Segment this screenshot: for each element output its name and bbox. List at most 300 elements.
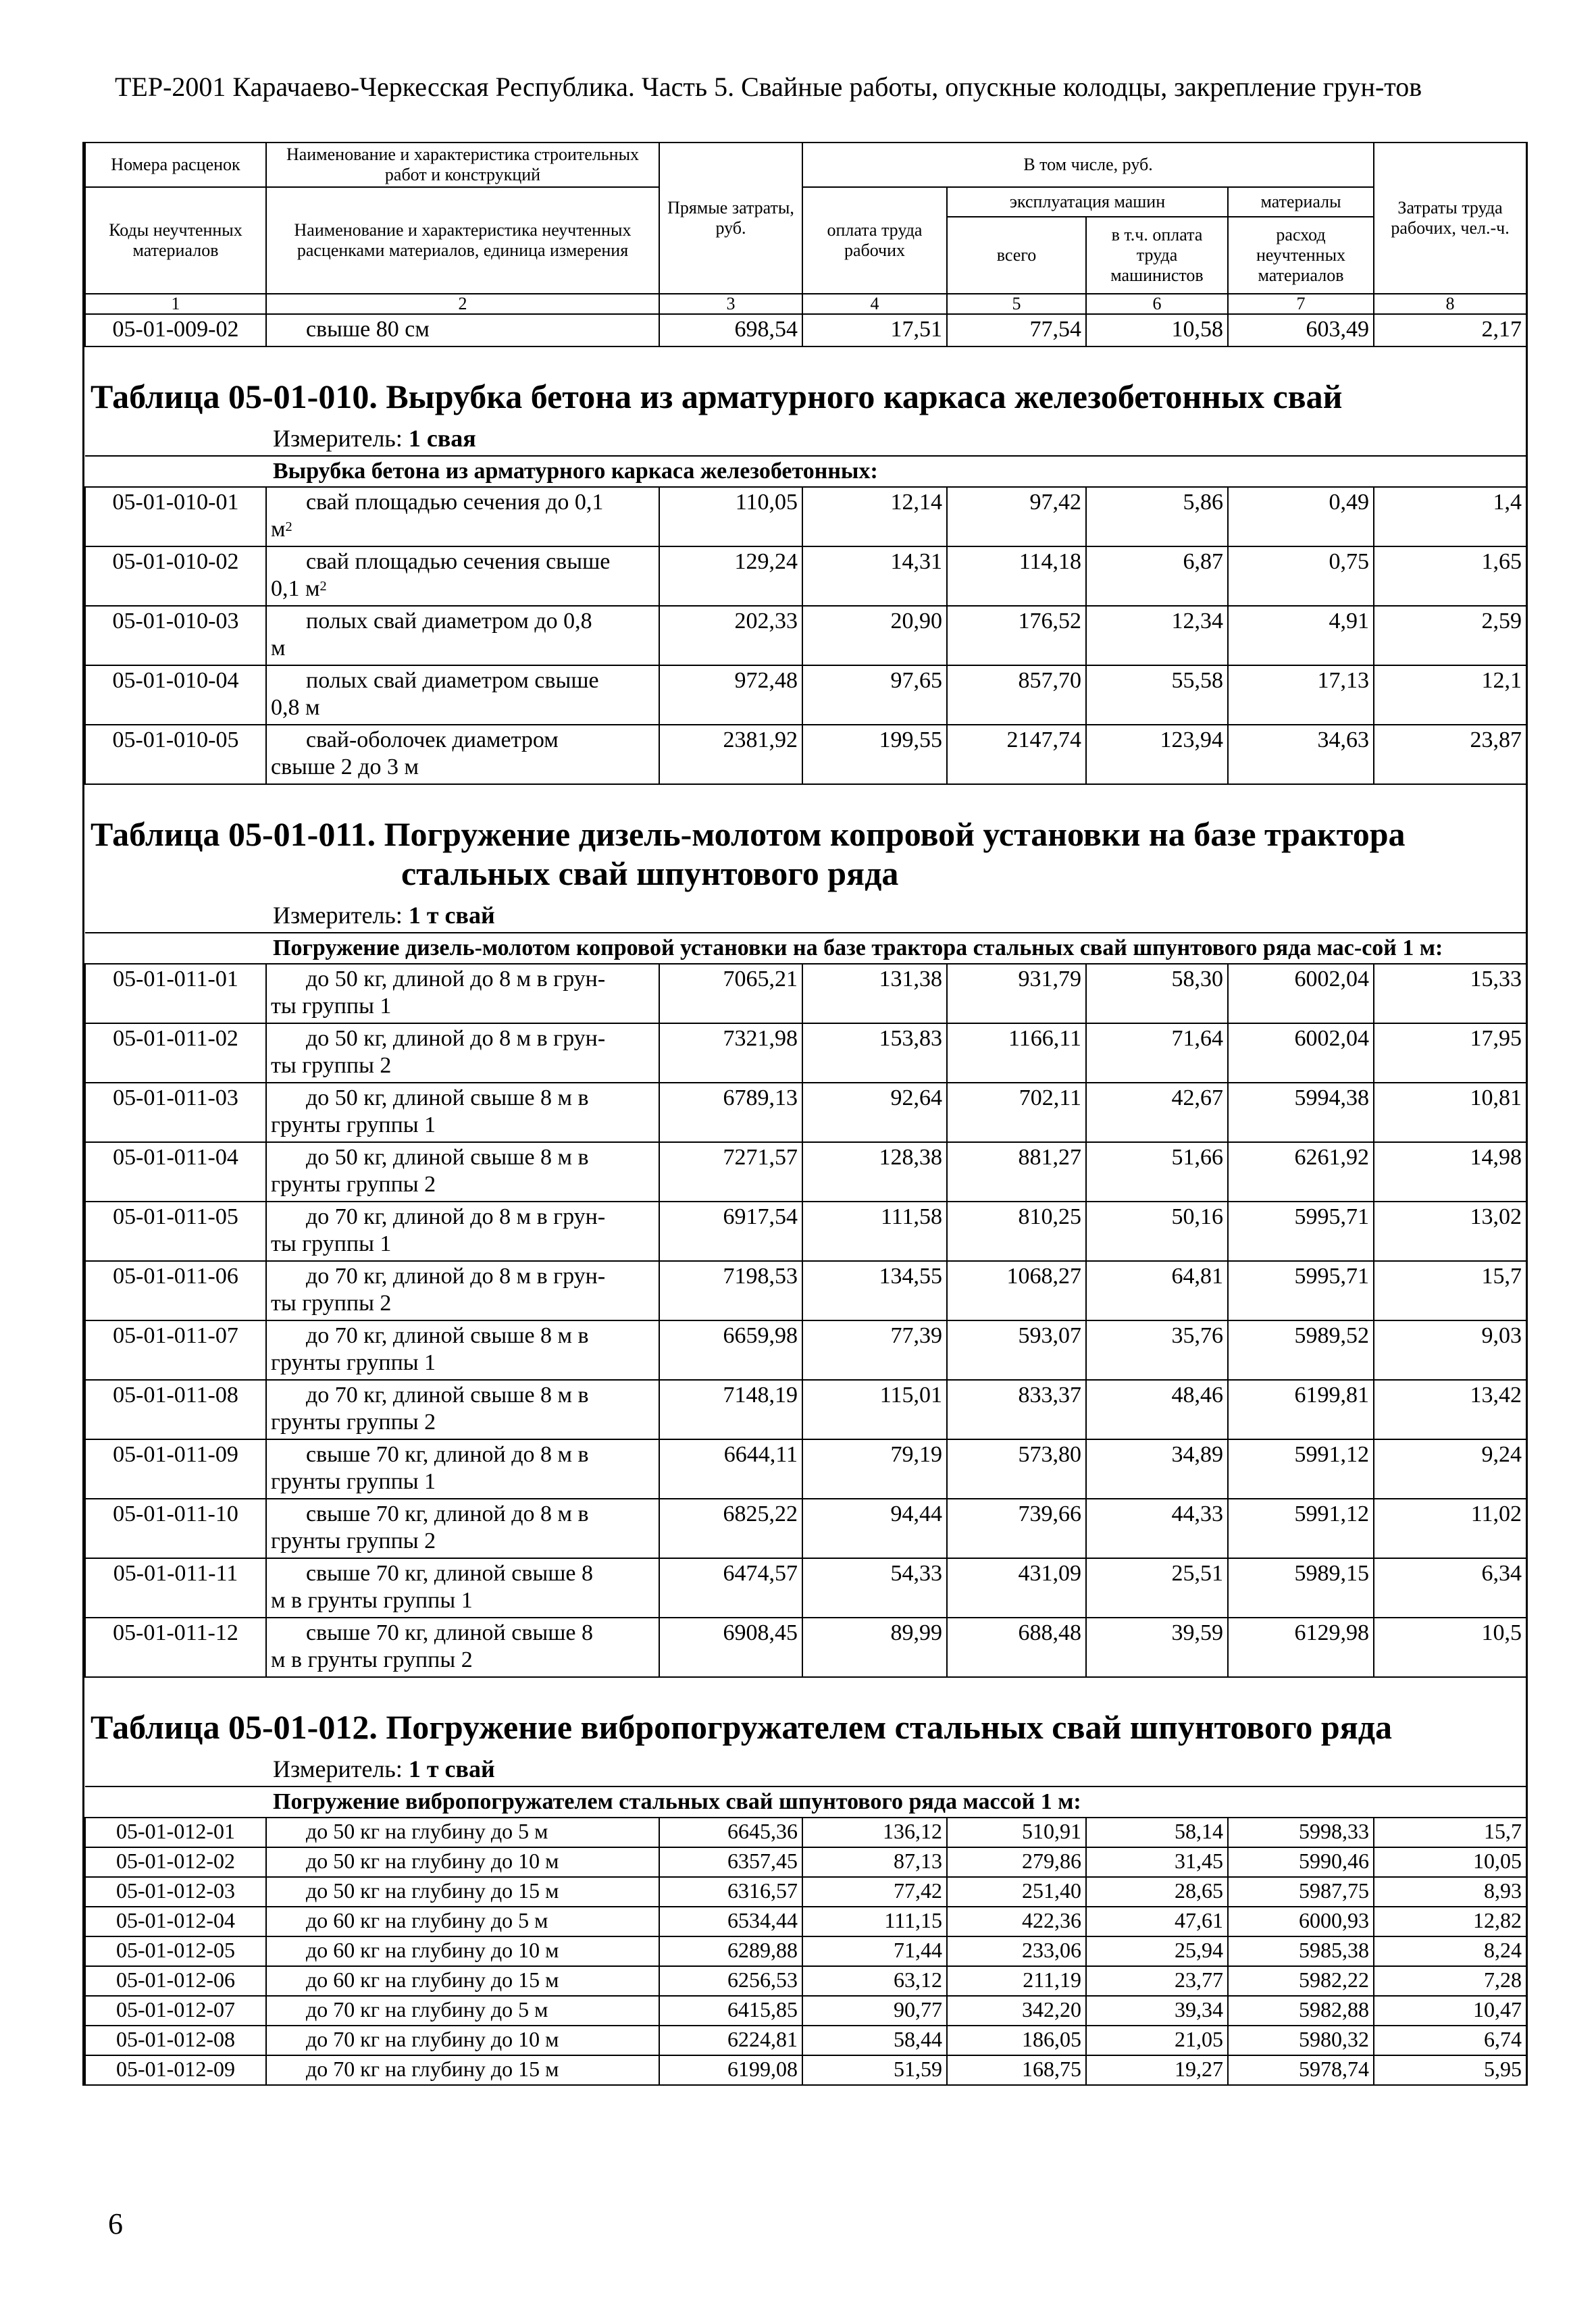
rate-code: 05-01-011-07 (85, 1320, 266, 1380)
wages-value: 92,64 (802, 1083, 947, 1142)
running-header: ТЕР-2001 Карачаево-Черкесская Республика. Часть 5. Свайные работы, опускные колодцы, закрепление грун-тов (115, 72, 1422, 102)
machines-wages-value: 55,58 (1086, 665, 1228, 725)
machines-total-value: 176,52 (947, 606, 1086, 665)
machines-wages-value: 123,94 (1086, 725, 1228, 784)
machines-wages-value: 34,89 (1086, 1439, 1228, 1499)
rate-description (266, 1380, 659, 1439)
machines-total-value: 931,79 (947, 964, 1086, 1023)
labor-value: 5,95 (1374, 2055, 1526, 2085)
labor-value: 10,05 (1374, 1847, 1526, 1877)
machines-total-value: 688,48 (947, 1618, 1086, 1677)
materials-value: 6002,04 (1228, 1023, 1374, 1083)
materials-value: 5998,33 (1228, 1818, 1374, 1847)
labor-value: 9,03 (1374, 1320, 1526, 1380)
col-header-direct: Прямые затраты, руб. (659, 143, 802, 294)
machines-total-value: 739,66 (947, 1499, 1086, 1558)
wages-value: 111,58 (802, 1202, 947, 1261)
machines-total-value: 573,80 (947, 1439, 1086, 1499)
machines-total-value: 114,18 (947, 546, 1086, 606)
description-line: полых свай диаметром свыше (306, 668, 599, 693)
rate-description (266, 2026, 659, 2055)
wages-value: 79,19 (802, 1439, 947, 1499)
col-header-name-bottom: Наименование и характеристика неучтенных расценками материалов, единица измерения (266, 187, 659, 294)
wages-value: 17,51 (802, 314, 947, 346)
machines-wages-value: 25,94 (1086, 1936, 1228, 1966)
rate-code: 05-01-011-11 (85, 1558, 266, 1618)
col-header-materials: материалы (1228, 187, 1374, 217)
rate-description (266, 1996, 659, 2026)
wages-value: 131,38 (802, 964, 947, 1023)
description-line: до 70 кг на глубину до 15 м (306, 2057, 559, 2081)
labor-value: 9,24 (1374, 1439, 1526, 1499)
wages-value: 77,39 (802, 1320, 947, 1380)
rate-description (266, 1618, 659, 1677)
rate-description (266, 1261, 659, 1320)
description-line: до 50 кг на глубину до 15 м (306, 1878, 559, 1903)
wages-value: 115,01 (802, 1380, 947, 1439)
machines-total-value: 251,40 (947, 1877, 1086, 1907)
description-line: 0,1 м (271, 576, 320, 601)
direct-cost: 698,54 (659, 314, 802, 346)
machines-wages-value: 21,05 (1086, 2026, 1228, 2055)
rate-description (266, 606, 659, 665)
direct-cost: 2381,92 (659, 725, 802, 784)
rate-description (266, 1966, 659, 1996)
measure-label: Измеритель: (273, 425, 403, 452)
machines-total-value: 97,42 (947, 487, 1086, 546)
labor-value: 1,65 (1374, 546, 1526, 606)
machines-total-value: 510,91 (947, 1818, 1086, 1847)
section-title-line: Таблица 05-01-012. Погружение вибропогружателем стальных свай шпунтового ряда (91, 1708, 1393, 1746)
description-line: грунты группы 2 (271, 1410, 436, 1435)
table-row (85, 606, 1526, 665)
description-line: полых свай диаметром до 0,8 (306, 609, 592, 634)
labor-value: 10,81 (1374, 1083, 1526, 1142)
description-line: свыше 70 кг, длиной до 8 м в (306, 1442, 589, 1467)
rate-description (266, 1320, 659, 1380)
rate-code: 05-01-012-08 (85, 2026, 266, 2055)
description-line: до 50 кг на глубину до 10 м (306, 1849, 559, 1873)
rate-code: 05-01-010-04 (85, 665, 266, 725)
table-row (85, 1847, 1526, 1877)
table-row (85, 725, 1526, 784)
section-title-row (85, 346, 1526, 423)
table-header (85, 143, 1526, 294)
labor-value: 23,87 (1374, 725, 1526, 784)
rate-description (266, 1499, 659, 1558)
materials-value: 5994,38 (1228, 1083, 1374, 1142)
rate-description (266, 1936, 659, 1966)
measure-value: 1 свая (408, 425, 476, 452)
machines-total-value: 77,54 (947, 314, 1086, 346)
labor-value: 10,5 (1374, 1618, 1526, 1677)
table-row (85, 2026, 1526, 2055)
direct-cost: 7065,21 (659, 964, 802, 1023)
table-row (85, 1261, 1526, 1320)
col-header-machines: эксплуатация машин (947, 187, 1228, 217)
description-line: ты группы 1 (271, 994, 392, 1019)
wages-value: 134,55 (802, 1261, 947, 1320)
wages-value: 111,15 (802, 1907, 947, 1936)
rate-code: 05-01-012-04 (85, 1907, 266, 1936)
labor-value: 8,93 (1374, 1877, 1526, 1907)
labor-value: 17,95 (1374, 1023, 1526, 1083)
rate-code: 05-01-012-06 (85, 1966, 266, 1996)
materials-value: 4,91 (1228, 606, 1374, 665)
description-line: до 50 кг, длиной до 8 м в грун- (306, 967, 606, 992)
section-title-line: Таблица 05-01-010. Вырубка бетона из арматурного каркаса железобетонных свай (91, 378, 1343, 415)
rate-code: 05-01-011-04 (85, 1142, 266, 1202)
materials-value: 5989,15 (1228, 1558, 1374, 1618)
direct-cost: 6199,08 (659, 2055, 802, 2085)
labor-value: 11,02 (1374, 1499, 1526, 1558)
price-table-sheet (82, 142, 1528, 2086)
measure-unit (85, 900, 1526, 933)
section-title (85, 1677, 1526, 1753)
machines-wages-value: 44,33 (1086, 1499, 1228, 1558)
table-row (85, 1023, 1526, 1083)
rate-description (266, 1202, 659, 1261)
group-heading: Вырубка бетона из арматурного каркаса железобетонных: (85, 456, 1526, 487)
measure-value: 1 т свай (408, 1755, 495, 1782)
direct-cost: 129,24 (659, 546, 802, 606)
description-line: до 70 кг, длиной до 8 м в грун- (306, 1204, 606, 1229)
rate-description (266, 1818, 659, 1847)
col-header-materials-use: расход неучтенных материалов (1228, 217, 1374, 294)
rate-description (266, 1023, 659, 1083)
machines-wages-value: 42,67 (1086, 1083, 1228, 1142)
measure-row (85, 1753, 1526, 1786)
table-row (85, 1966, 1526, 1996)
machines-wages-value: 19,27 (1086, 2055, 1228, 2085)
rate-description: свыше 80 см (266, 314, 659, 346)
wages-value: 58,44 (802, 2026, 947, 2055)
labor-value: 2,59 (1374, 606, 1526, 665)
direct-cost: 6357,45 (659, 1847, 802, 1877)
table-row (85, 1996, 1526, 2026)
description-line: м в грунты группы 2 (271, 1647, 473, 1672)
rate-description (266, 2055, 659, 2085)
description-line: до 70 кг, длиной свыше 8 м в (306, 1323, 589, 1348)
table-row (85, 1818, 1526, 1847)
machines-wages-value: 6,87 (1086, 546, 1228, 606)
description-line: м (271, 636, 286, 661)
description-line: ты группы 2 (271, 1053, 392, 1078)
rate-description (266, 1083, 659, 1142)
rate-code: 05-01-011-05 (85, 1202, 266, 1261)
machines-wages-value: 58,14 (1086, 1818, 1228, 1847)
machines-wages-value: 12,34 (1086, 606, 1228, 665)
wages-value: 128,38 (802, 1142, 947, 1202)
measure-label: Измеритель: (273, 1755, 403, 1782)
wages-value: 77,42 (802, 1877, 947, 1907)
description-line: грунты группы 2 (271, 1172, 436, 1197)
materials-value: 6199,81 (1228, 1380, 1374, 1439)
materials-value: 5991,12 (1228, 1439, 1374, 1499)
labor-value: 10,47 (1374, 1996, 1526, 2026)
table-row (85, 1907, 1526, 1936)
direct-cost: 7321,98 (659, 1023, 802, 1083)
group-heading: Погружение дизель-молотом копровой установки на базе трактора стальных свай шпунтового ряда мас-сой 1 м: (85, 933, 1526, 964)
col-header-wages: оплата труда рабочих (802, 187, 947, 294)
direct-cost: 6789,13 (659, 1083, 802, 1142)
description-line: до 60 кг на глубину до 5 м (306, 1908, 548, 1932)
rate-code: 05-01-012-09 (85, 2055, 266, 2085)
machines-total-value: 702,11 (947, 1083, 1086, 1142)
rate-code: 05-01-012-03 (85, 1877, 266, 1907)
description-line: свай-оболочек диаметром (306, 727, 559, 752)
description-line: до 60 кг на глубину до 15 м (306, 1968, 559, 1992)
table-row (85, 1558, 1526, 1618)
machines-total-value: 1166,11 (947, 1023, 1086, 1083)
machines-wages-value: 28,65 (1086, 1877, 1228, 1907)
description-line: до 60 кг на глубину до 10 м (306, 1938, 559, 1962)
rate-description (266, 546, 659, 606)
description-line: грунты группы 1 (271, 1112, 436, 1137)
table-row (85, 1083, 1526, 1142)
measure-unit (85, 423, 1526, 456)
table-row (85, 1499, 1526, 1558)
table-row (85, 1202, 1526, 1261)
machines-wages-value: 25,51 (1086, 1558, 1228, 1618)
direct-cost: 202,33 (659, 606, 802, 665)
measure-label: Измеритель: (273, 902, 403, 929)
direct-cost: 6316,57 (659, 1877, 802, 1907)
description-line: свыше 70 кг, длиной свыше 8 (306, 1620, 593, 1645)
machines-wages-value: 10,58 (1086, 314, 1228, 346)
direct-cost: 6917,54 (659, 1202, 802, 1261)
measure-row (85, 423, 1526, 456)
materials-value: 0,49 (1228, 487, 1374, 546)
description-line: м (271, 517, 286, 542)
description-line: м в грунты группы 1 (271, 1588, 473, 1613)
rate-code: 05-01-011-06 (85, 1261, 266, 1320)
rate-code: 05-01-011-08 (85, 1380, 266, 1439)
col-header-machines-total: всего (947, 217, 1086, 294)
machines-total-value: 211,19 (947, 1966, 1086, 1996)
rate-code: 05-01-011-02 (85, 1023, 266, 1083)
group-heading-row (85, 933, 1526, 964)
materials-value: 6002,04 (1228, 964, 1374, 1023)
wages-value: 199,55 (802, 725, 947, 784)
direct-cost: 7148,19 (659, 1380, 802, 1439)
table-row (85, 1877, 1526, 1907)
description-line: до 70 кг, длиной свыше 8 м в (306, 1383, 589, 1408)
section-title-line: стальных свай шпунтового ряда (401, 854, 899, 892)
rate-description (266, 725, 659, 784)
group-heading-row (85, 456, 1526, 487)
materials-value: 5990,46 (1228, 1847, 1374, 1877)
description-line: до 70 кг на глубину до 5 м (306, 1997, 548, 2022)
wages-value: 89,99 (802, 1618, 947, 1677)
machines-total-value: 810,25 (947, 1202, 1086, 1261)
labor-value: 13,02 (1374, 1202, 1526, 1261)
description-line: грунты группы 1 (271, 1350, 436, 1375)
materials-value: 6129,98 (1228, 1618, 1374, 1677)
description-line: свай площадью сечения свыше (306, 549, 611, 574)
direct-cost: 6256,53 (659, 1966, 802, 1996)
rate-code: 05-01-011-09 (85, 1439, 266, 1499)
labor-value: 15,7 (1374, 1818, 1526, 1847)
table-body (85, 294, 1526, 2085)
machines-total-value: 431,09 (947, 1558, 1086, 1618)
description-line: до 50 кг, длиной до 8 м в грун- (306, 1026, 606, 1051)
labor-value: 12,1 (1374, 665, 1526, 725)
wages-value: 63,12 (802, 1966, 947, 1996)
machines-total-value: 168,75 (947, 2055, 1086, 2085)
machines-wages-value: 31,45 (1086, 1847, 1228, 1877)
description-line: ты группы 1 (271, 1231, 392, 1256)
direct-cost: 6534,44 (659, 1907, 802, 1936)
machines-wages-value: 64,81 (1086, 1261, 1228, 1320)
rate-code: 05-01-011-03 (85, 1083, 266, 1142)
rate-code: 05-01-012-02 (85, 1847, 266, 1877)
description-line: ты группы 2 (271, 1291, 392, 1316)
direct-cost: 6825,22 (659, 1499, 802, 1558)
machines-total-value: 593,07 (947, 1320, 1086, 1380)
col-header-name-top: Наименование и характеристика строительных работ и конструкций (266, 143, 659, 187)
materials-value: 17,13 (1228, 665, 1374, 725)
rate-code: 05-01-010-03 (85, 606, 266, 665)
direct-cost: 6289,88 (659, 1936, 802, 1966)
rate-code: 05-01-012-05 (85, 1936, 266, 1966)
group-heading-row (85, 1786, 1526, 1818)
col-header-code-top: Номера расценок (85, 143, 266, 187)
direct-cost: 6645,36 (659, 1818, 802, 1847)
materials-value: 5987,75 (1228, 1877, 1374, 1907)
column-number: 8 (1374, 294, 1526, 314)
machines-total-value: 342,20 (947, 1996, 1086, 2026)
machines-wages-value: 23,77 (1086, 1966, 1228, 1996)
unit-superscript: 2 (285, 519, 292, 534)
materials-value: 34,63 (1228, 725, 1374, 784)
wages-value: 90,77 (802, 1996, 947, 2026)
wages-value: 94,44 (802, 1499, 947, 1558)
materials-value: 0,75 (1228, 546, 1374, 606)
rate-description (266, 487, 659, 546)
materials-value: 5978,74 (1228, 2055, 1374, 2085)
machines-total-value: 186,05 (947, 2026, 1086, 2055)
materials-value: 5985,38 (1228, 1936, 1374, 1966)
labor-value: 13,42 (1374, 1380, 1526, 1439)
wages-value: 87,13 (802, 1847, 947, 1877)
col-header-including: В том числе, руб. (802, 143, 1374, 187)
machines-total-value: 1068,27 (947, 1261, 1086, 1320)
description-line: до 70 кг на глубину до 10 м (306, 2027, 559, 2051)
labor-value: 6,34 (1374, 1558, 1526, 1618)
machines-wages-value: 35,76 (1086, 1320, 1228, 1380)
table-row (85, 2055, 1526, 2085)
materials-value: 5989,52 (1228, 1320, 1374, 1380)
table-row (85, 1936, 1526, 1966)
machines-total-value: 857,70 (947, 665, 1086, 725)
machines-total-value: 833,37 (947, 1380, 1086, 1439)
description-line: грунты группы 1 (271, 1469, 436, 1494)
wages-value: 97,65 (802, 665, 947, 725)
section-title-row (85, 784, 1526, 900)
rate-code: 05-01-012-07 (85, 1996, 266, 2026)
machines-wages-value: 58,30 (1086, 964, 1228, 1023)
group-heading: Погружение вибропогружателем стальных свай шпунтового ряда массой 1 м: (85, 1786, 1526, 1818)
description-line: до 50 кг, длиной свыше 8 м в (306, 1085, 589, 1110)
machines-total-value: 881,27 (947, 1142, 1086, 1202)
rate-description (266, 1558, 659, 1618)
column-number: 1 (85, 294, 266, 314)
direct-cost: 6644,11 (659, 1439, 802, 1499)
machines-wages-value: 39,59 (1086, 1618, 1228, 1677)
direct-cost: 972,48 (659, 665, 802, 725)
price-table (84, 142, 1527, 2086)
rate-description (266, 665, 659, 725)
machines-total-value: 2147,74 (947, 725, 1086, 784)
labor-value: 2,17 (1374, 314, 1526, 346)
table-row (85, 314, 1526, 346)
rate-code: 05-01-011-10 (85, 1499, 266, 1558)
table-row (85, 1380, 1526, 1439)
wages-value: 71,44 (802, 1936, 947, 1966)
column-number: 6 (1086, 294, 1228, 314)
materials-value: 6261,92 (1228, 1142, 1374, 1202)
direct-cost: 7198,53 (659, 1261, 802, 1320)
section-title-line: Таблица 05-01-011. Погружение дизель-молотом копровой установки на базе трактора (91, 815, 1406, 853)
section-title-row (85, 1677, 1526, 1753)
description-line: до 70 кг, длиной до 8 м в грун- (306, 1264, 606, 1289)
machines-total-value: 233,06 (947, 1936, 1086, 1966)
rate-code: 05-01-009-02 (85, 314, 266, 346)
direct-cost: 110,05 (659, 487, 802, 546)
description-line: свай площадью сечения до 0,1 (306, 490, 604, 515)
description-line: свыше 70 кг, длиной до 8 м в (306, 1501, 589, 1526)
machines-wages-value: 71,64 (1086, 1023, 1228, 1083)
wages-value: 54,33 (802, 1558, 947, 1618)
description-line: свыше 2 до 3 м (271, 754, 419, 779)
materials-value: 6000,93 (1228, 1907, 1374, 1936)
description-line: свыше 70 кг, длиной свыше 8 (306, 1561, 593, 1586)
wages-value: 12,14 (802, 487, 947, 546)
description-line: 0,8 м (271, 695, 320, 720)
wages-value: 20,90 (802, 606, 947, 665)
table-row (85, 1142, 1526, 1202)
col-header-code-bottom: Коды неучтенных материалов (85, 187, 266, 294)
labor-value: 15,33 (1374, 964, 1526, 1023)
rate-code: 05-01-012-01 (85, 1818, 266, 1847)
machines-total-value: 279,86 (947, 1847, 1086, 1877)
direct-cost: 6415,85 (659, 1996, 802, 2026)
column-number-row (85, 294, 1526, 314)
table-row (85, 487, 1526, 546)
rate-description (266, 1439, 659, 1499)
machines-wages-value: 51,66 (1086, 1142, 1228, 1202)
materials-value: 5995,71 (1228, 1261, 1374, 1320)
machines-wages-value: 5,86 (1086, 487, 1228, 546)
materials-value: 5980,32 (1228, 2026, 1374, 2055)
materials-value: 5982,22 (1228, 1966, 1374, 1996)
column-number: 5 (947, 294, 1086, 314)
machines-total-value: 422,36 (947, 1907, 1086, 1936)
wages-value: 136,12 (802, 1818, 947, 1847)
wages-value: 153,83 (802, 1023, 947, 1083)
rate-code: 05-01-010-05 (85, 725, 266, 784)
machines-wages-value: 39,34 (1086, 1996, 1228, 2026)
col-header-labor: Затраты труда рабочих, чел.-ч. (1374, 143, 1526, 294)
page-number: 6 (108, 2207, 123, 2240)
measure-value: 1 т свай (408, 902, 495, 929)
direct-cost: 6224,81 (659, 2026, 802, 2055)
column-number: 4 (802, 294, 947, 314)
section-title (85, 784, 1526, 900)
measure-row (85, 900, 1526, 933)
direct-cost: 6908,45 (659, 1618, 802, 1677)
